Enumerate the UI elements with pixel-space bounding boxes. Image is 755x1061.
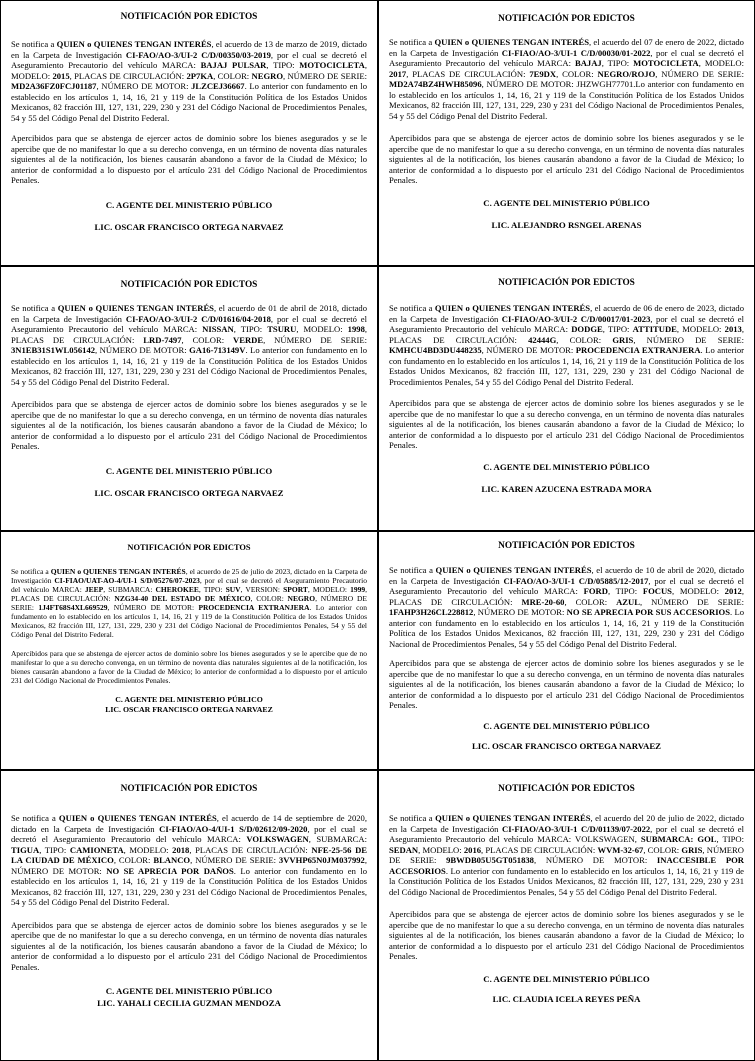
notice-body-run: , el acuerdo de 13 de marzo de 2019, dictado en la Carpeta de Investigación <box>11 39 367 60</box>
notice-body-run: Se notifica a <box>389 303 435 314</box>
notice-closing: Apercibidos para que se abstenga de ejercer actos de dominio sobre los bienes asegurados y se le apercibe que de no manifestar lo que a su derecho convenga, en un término de noventa días naturales siguientes al de la notificación, los bienes causarán abandono a favor de la Ciudad de México; lo anterior de conformidad a lo dispuesto por el artículo 231 del Código Nacional de Procedimientos Penales. <box>389 133 744 186</box>
notice-body-run: , VERSION: <box>240 585 284 595</box>
notice-body-run: , NÚMERO DE SERIE: <box>263 334 367 345</box>
notice-body-run: , MODELO: <box>418 844 464 855</box>
notice-body <box>389 813 744 897</box>
notice-body-bold-run: AZUL <box>616 596 640 607</box>
notice-body-bold-run: DODGE <box>571 324 603 335</box>
notice-body-run: , MODELO: <box>123 844 173 855</box>
notice-office: C. AGENTE DEL MINISTERIO PÚBLICO <box>105 986 273 997</box>
notice-body-run: , MODELO: <box>698 58 744 69</box>
notice-body-bold-run: 2P7KA <box>186 70 214 81</box>
notice-body-bold-run: TIGUA <box>11 844 40 855</box>
notice-office: C. AGENTE DEL MINISTERIO PÚBLICO <box>483 461 650 472</box>
notice-body-run: , PLACAS DE CIRCULACIÓN: <box>69 70 187 81</box>
notice-body-bold-run: WVM-32-67 <box>597 844 644 855</box>
notice-body-run: , por el cual se decretó el Aseguramiento Precautorio del vehículo MARCA: <box>389 575 744 597</box>
notice-4 <box>378 266 755 531</box>
notice-body-bold-run: SUBMARCA: GOL <box>640 834 717 845</box>
notice-body-run: , NÚMERO DE SERIE: <box>389 844 744 866</box>
notice-body-run: , COLOR: <box>556 68 598 79</box>
notice-title: NOTIFICACIÓN POR EDICTOS <box>127 543 251 552</box>
notice-body-run: , NÚMERO DE MOTOR: <box>95 345 190 356</box>
notice-title: NOTIFICACIÓN POR EDICTOS <box>498 14 635 24</box>
notice-body-bold-run: VERDE <box>233 334 264 345</box>
notice-body-run: Se notifica a <box>389 37 435 48</box>
notice-body-bold-run: JLZCEJ36667 <box>191 81 245 92</box>
notice-closing: Apercibidos para que se abstenga de ejercer actos de dominio sobre los bienes asegurados y se le apercibe que de no manifestar lo que a su derecho convenga, en un término de noventa días naturales siguientes al de la notificación, los bienes causarán abandono a favor de la Ciudad de México; lo anterior de conformidad a lo dispuesto por el artículo 231 del Código Nacional de Procedimientos Penales. <box>11 919 367 972</box>
notice-body-run: , COLOR: <box>556 334 613 345</box>
notice-body-run: , por el cual se decretó el Aseguramiento Precautorio del vehículo MARCA: VOLKSWAGEN, <box>389 823 744 845</box>
notice-body-bold-run: TSURU <box>267 324 297 335</box>
notice-body-run: , COLOR: <box>250 594 288 604</box>
notice-body-bold-run: SEDAN <box>389 844 419 855</box>
notice-body-run: Se notifica a <box>389 565 436 576</box>
notice-office: C. AGENTE DEL MINISTERIO PÚBLICO <box>483 973 650 984</box>
notice-body-run: , NÚMERO DE MOTOR: JHZWGH77701.Lo anterior con fundamento en lo establecido en los artículos 1, 14, 16, 21 y 119 de la Constitución Política de los Estados Unidos Mexicanos, 82 fracción III, 127, 131, 229, 230 y 231 del Código Nacional de Procedimientos Penales, 54 y 55 del Código Penal del Distrito Federal. <box>389 79 744 121</box>
notice-body-run: , PLACAS DE CIRCULACIÓN: <box>189 844 312 855</box>
notice-body-run: , el acuerdo de 10 de abril de 2020, dictado en la Carpeta de Investigación <box>389 565 744 586</box>
notice-signer: LIC. KAREN AZUCENA ESTRADA MORA <box>481 484 652 495</box>
notice-body-bold-run: 42444G <box>528 334 557 345</box>
notice-body-run: , por el cual se decretó el Aseguramiento Precautorio del vehículo MARCA: <box>11 49 367 71</box>
notice-body-run: , NÚMERO DE SERIE: <box>639 596 744 607</box>
notice-body-bold-run: CI-FIAO/AO-3/UI-1 C/D/01139/07-2022 <box>502 823 651 834</box>
notice-body-bold-run: BAJAJ PULSAR <box>200 60 267 71</box>
notice-body-run: , NÚMERO DE MOTOR: <box>481 345 576 356</box>
notice-body-bold-run: FORD <box>583 586 608 597</box>
notice-body-run: , TIPO: <box>601 58 634 69</box>
notice-body-run: , PLACAS DE CIRCULACIÓN: <box>406 68 530 79</box>
notice-body-run: , NÚMERO DE MOTOR: <box>11 855 368 876</box>
notice-body-bold-run: PROCEDENCIA EXTRANJERA <box>198 603 310 613</box>
notice-body-bold-run: NO SE APRECIA POR DAÑOS <box>106 865 234 876</box>
notice-body-bold-run: QUIEN o QUIENES TENGAN INTERÉS <box>435 813 591 824</box>
notice-body-run: , SUBMARCA: <box>308 834 367 845</box>
notice-body-run: , NÚMERO DE MOTOR: <box>533 855 657 866</box>
notice-body-bold-run: NFE-25-56 DE LA CIUDAD DE MÉXICO <box>11 844 368 866</box>
notice-body-bold-run: CAMIONETA <box>69 844 124 855</box>
notice-body-run: . Lo anterior con fundamento en lo establecido en los artículos 1, 14, 16, 21 y 119 de la Constitución Política de los Estados Unidos Mexicanos, 82 fracción III, 127, 131, 229, 230 y 231 del Código Nacional de Procedimientos Penales, 54 y 55 del Código Penal del Distrito Federal. <box>11 603 367 640</box>
notice-body-run: , MODELO: <box>296 324 348 335</box>
notice-body-bold-run: 1999 <box>350 585 366 595</box>
notice-body-run: , por el cual se decretó el Aseguramiento Precautorio del vehículo MARCA: <box>11 823 367 845</box>
notice-body-bold-run: NISSAN <box>202 324 234 335</box>
notice-1 <box>0 0 378 266</box>
notice-body-bold-run: GRIS <box>612 334 634 345</box>
notice-body-bold-run: 3N1EB31S1WL056142 <box>11 345 96 356</box>
notice-body-run: , NÚMERO DE MOTOR: <box>473 607 567 618</box>
notice-body-bold-run: QUIEN o QUIENES TENGAN INTERÉS <box>435 565 592 576</box>
notice-body-bold-run: 1J4FT68S4XL669529 <box>38 603 108 613</box>
notice-body-run: , NÚMERO DE SERIE: <box>11 594 367 613</box>
notice-2 <box>378 0 755 266</box>
notice-body-bold-run: INACCESIBLE POR ACCESORIOS <box>389 855 744 876</box>
notice-body-bold-run: 2013 <box>724 324 742 335</box>
notice-signer: LIC. OSCAR FRANCISCO ORTEGA NARVAEZ <box>94 222 284 233</box>
notice-body-bold-run: QUIEN o QUIENES TENGAN INTERÉS <box>434 37 590 48</box>
notice-body-bold-run: CI-FAO/AO-3/UI-2 C/D/01616/04-2018 <box>125 313 271 324</box>
notice-body <box>11 39 367 123</box>
notice-body-bold-run: CHEROKEE <box>155 585 199 595</box>
notice-body-run: . Lo anterior con fundamento en lo establecido en los artículos 1, 14, 16, 21 y 119 de la Constitución Política de los Estados Unidos Mexicanos, 82 fracción III, 127, 131, 229, 230 y 231 del Código Nacional de Procedimientos Penales, 54 y 55 del Código Penal del Distrito Federal. <box>11 865 367 908</box>
notice-body-run: , NÚMERO DE MOTOR: <box>107 603 199 613</box>
notice-body-run: . Lo anterior con fundamento en lo establecido en los artículos 1, 14, 16, 21 y 119 de la Constitución Política de los Estados Unidos Mexicanos, 82 fracción III, 127, 131, 229, 230 y 231 del Código Nacional de Procedimientos Penales, 54 y 55 del Código Penal del Distrito Federal. <box>389 607 745 649</box>
notice-body-bold-run: 9BWDB05U5GT051838 <box>446 855 534 866</box>
notice-body-run: , NÚMERO DE SERIE: <box>633 334 744 345</box>
notice-body-run: , PLACAS DE CIRCULACIÓN: <box>481 844 598 855</box>
notice-signer: LIC. CLAUDIA ICELA REYES PEÑA <box>492 994 641 1005</box>
notice-body-bold-run: MD2A36FZ0FCJ01187 <box>11 81 97 92</box>
notice-body-run: , NÚMERO DE SERIE: <box>655 68 744 79</box>
notice-title: NOTIFICACIÓN POR EDICTOS <box>498 541 635 551</box>
notice-6 <box>378 531 755 770</box>
notice-body-run: , por el cual se decretó el Aseguramiento Precautorio del vehículo MARCA: <box>389 47 744 69</box>
notice-body-run: . Lo anterior con fundamento en lo establecido en los artículos 1, 14, 16, 21 y 119 de la Constitución Política de los Estados Unidos Mexicanos, 82 fracción III, 127, 131, 229, 230 y 231 del Código Nacional de Procedimientos Penales, 54 y 55 del Código Penal del Distrito Federal. <box>389 345 744 387</box>
notice-closing: Apercibidos para que se abstenga de ejercer actos de dominio sobre los bienes asegurados y se le apercibe que de no manifestar lo que a su derecho convenga, en un término de noventa días naturales siguientes al de la notificación, los bienes causarán abandono a favor de la Ciudad de México; lo anterior de conformidad a lo dispuesto por el artículo 231 del Código Nacional de Procedimientos Penales. <box>11 133 367 186</box>
notice-body-run: . Lo anterior con fundamento en lo establecido en los artículos 1, 14, 16, 21 y 119 de la Constitución Política de los Estados Unidos Mexicanos, 82 fracción III, 127, 131, 229, 230 y 231 del Código Nacional de Procedimientos Penales, 54 y 55 del Código Penal del Distrito Federal. <box>389 865 744 897</box>
notice-body-bold-run: CI-FIAO/AO-4/UI-1 S/D/02612/09-2020 <box>159 823 308 834</box>
notice-body-run: , PLACAS DE CIRCULACIÓN: <box>11 324 368 345</box>
notice-office: C. AGENTE DEL MINISTERIO PÚBLICO <box>105 199 273 210</box>
notice-body-bold-run: MOTOCICLETA <box>299 60 365 71</box>
notice-3 <box>0 266 378 531</box>
notice-7 <box>0 770 378 1061</box>
notice-body-bold-run: 7E9DX <box>529 68 557 79</box>
notice-body-run: , el acuerdo de 06 de enero de 2023, dictado en la Carpeta de Investigación <box>389 303 745 324</box>
notice-body <box>389 565 744 649</box>
notice-office: C. AGENTE DEL MINISTERIO PÚBLICO <box>483 720 650 731</box>
notice-8 <box>378 770 755 1061</box>
notice-body-bold-run: MRE-20-60 <box>521 596 565 607</box>
notice-body-run: . Lo anterior con fundamento en lo establecido en los artículos 1, 14, 16, 21 y 119 de la Constitución Política de los Estados Unidos Mexicanos, 82 fracción III, 127, 131, 229, 230 y 231 del Código Nacional de Procedimientos Penales, 54 y 55 del Código Penal del Distrito Federal. <box>11 81 367 123</box>
notice-body-bold-run: SUV <box>225 585 241 595</box>
notice-body-bold-run: GA16-713149V <box>189 345 246 356</box>
notice-body-run: , SUBMARCA: <box>103 585 156 595</box>
notice-body-run: , COLOR: <box>643 844 682 855</box>
notice-closing: Apercibidos para que se abstenga de ejercer actos de dominio sobre los bienes asegurados y se le apercibe que de no manifestar lo que a su derecho convenga, en un término de noventa días naturales siguientes al de la notificación, los bienes causarán abandono a favor de la Ciudad de México; lo anterior de conformidad a lo dispuesto por el artículo 231 del Código Nacional de Procedimientos Penales. <box>389 909 744 962</box>
notice-body-bold-run: BLANCO <box>153 855 191 866</box>
notice-body-bold-run: CI-FIAO/AO-3/UI-1 C/D/00030/01-2022 <box>501 47 651 58</box>
notice-body-run: , NÚMERO DE SERIE: <box>190 855 279 866</box>
notice-body-run: , TIPO: <box>198 585 226 595</box>
notice-office: C. AGENTE DEL MINISTERIO PÚBLICO <box>115 695 263 705</box>
notice-body <box>11 303 367 387</box>
notice-body-run: , PLACAS DE CIRCULACIÓN: <box>11 585 367 604</box>
notice-body-run: , MODELO: <box>671 586 725 597</box>
notice-body-bold-run: QUIEN o QUIENES TENGAN INTERÉS <box>434 303 591 314</box>
notice-body-bold-run: 1FAHP3H26CL228812 <box>389 607 474 618</box>
notice-body-bold-run: SPORT <box>283 585 308 595</box>
notice-body-run: Se notifica a <box>11 39 57 50</box>
notice-office: C. AGENTE DEL MINISTERIO PÚBLICO <box>105 465 273 476</box>
notice-body-bold-run: MOTOCICLETA <box>633 58 699 69</box>
notice-body-bold-run: 2017 <box>389 68 407 79</box>
notice-body-run: , MODELO: <box>676 324 725 335</box>
notice-body-bold-run: 3VVHP65N0JM037992 <box>278 855 365 866</box>
notice-title: NOTIFICACIÓN POR EDICTOS <box>120 784 258 794</box>
notice-body-run: , TIPO: <box>716 834 744 845</box>
notice-closing: Apercibidos para que se abstenga de ejercer actos de dominio sobre los bienes asegurados y se le apercibe que de no manifestar lo que a su derecho convenga, en un término de noventa días naturales siguientes al de la notificación, los bienes causarán abandono a favor de la Ciudad de México; lo anterior de conformidad a lo dispuesto por el artículo 231 del Código Nacional de Procedimientos Penales. <box>11 399 367 452</box>
notice-body-run: Se notifica a <box>389 813 436 824</box>
notice-body-run: , por el cual se decretó el Aseguramiento Precautorio del vehículo MARCA: <box>11 576 368 595</box>
notice-closing: Apercibidos para que se abstenga de ejercer actos de dominio sobre los bienes asegurados y se le apercibe que de no manifestar lo que a su derecho convenga, en un término de noventa días naturales siguientes al de la notificación, los bienes causarán abandono a favor de la Ciudad de México; lo anterior de conformidad a lo dispuesto por el artículo 231 del Código Nacional de Procedimientos Penales. <box>389 398 744 451</box>
notice-signer: LIC. YAHALI CECILIA GUZMAN MENDOZA <box>97 997 281 1008</box>
notice-body <box>389 303 744 387</box>
notice-signer: LIC. OSCAR FRANCISCO ORTEGA NARVAEZ <box>105 705 273 715</box>
notice-body-run: , COLOR: <box>213 70 252 81</box>
notice-body-run: , NÚMERO DE MOTOR: <box>96 81 192 92</box>
notice-body-run: , el acuerdo de 14 de septiembre de 2020, dictado en la Carpeta de Investigación <box>11 813 367 834</box>
notice-body-bold-run: VOLKSWAGEN <box>246 834 309 845</box>
notice-body-bold-run: PROCEDENCIA EXTRANJERA <box>575 345 701 356</box>
notice-body-bold-run: NEGRO <box>287 594 316 604</box>
notice-body-bold-run: GRIS <box>681 844 703 855</box>
notice-office: C. AGENTE DEL MINISTERIO PÚBLICO <box>483 197 650 208</box>
notice-body-run: , el acuerdo de 25 de julio de 2023, dictado en la Carpeta de Investigación <box>11 567 367 586</box>
notice-body <box>389 37 744 121</box>
notice-body-bold-run: 2012 <box>724 586 742 597</box>
notice-body-run: , por el cual se decretó el Aseguramiento Precautorio del vehículo MARCA: <box>389 313 744 335</box>
notice-title: NOTIFICACIÓN POR EDICTOS <box>120 280 258 290</box>
notice-body-run: , COLOR: <box>113 855 154 866</box>
notice-body-run: , por el cual se decretó el Aseguramiento Precautorio del vehículo MARCA: <box>11 313 367 335</box>
notice-body-bold-run: KMHCU4BD3DU448235 <box>389 345 482 356</box>
notice-body-bold-run: QUIEN o QUIENES TENGAN INTERÉS <box>58 813 217 824</box>
notice-body-bold-run: LRD-7497 <box>143 334 182 345</box>
notice-signer: LIC. ALEJANDRO RSNGEL ARENAS <box>491 220 642 231</box>
notice-body-run: , TIPO: <box>602 324 633 335</box>
notice-body-run: , TIPO: <box>607 586 643 597</box>
notice-body-run: , el acuerdo del 07 de enero de 2022, dictado en la Carpeta de Investigación <box>389 37 744 58</box>
notice-body-bold-run: QUIEN o QUIENES TENGAN INTERÉS <box>56 39 212 50</box>
notice-body-run: Se notifica a <box>11 303 58 314</box>
notice-body-run: , TIPO: <box>266 60 300 71</box>
notice-body-bold-run: CI-FIAO/AO-3/UI-2 C/D/00017/01-2023 <box>501 313 651 324</box>
notice-body-bold-run: NEGRO/ROJO <box>597 68 656 79</box>
notice-body-run: , el acuerdo de 01 de abril de 2018, dictado en la Carpeta de Investigación <box>11 303 367 324</box>
notice-body-bold-run: MD2A74BZ4HWH85096 <box>389 79 482 90</box>
notice-title: NOTIFICACIÓN POR EDICTOS <box>498 278 635 288</box>
notice-body-run: , PLACAS DE CIRCULACIÓN: <box>389 324 744 345</box>
notice-body-run: , el acuerdo del 20 de julio de 2022, dictado en la Carpeta de Investigación <box>389 813 744 834</box>
notice-body-bold-run: CI-FAO/AO-3/UI-1 C/D/05885/12-2017 <box>503 575 649 586</box>
notice-body-bold-run: 2016 <box>463 844 482 855</box>
notice-body-run: . Lo anterior con fundamento en lo establecido en los artículos 1, 14, 16, 21 y 119 de la Constitución Política de los Estados Unidos Mexicanos, 82 fracción III, 127, 131, 229, 230 y 231 del Código Nacional de Procedimientos Penales, 54 y 55 del Código Penal del Distrito Federal. <box>11 345 367 387</box>
notice-body-bold-run: 2018 <box>172 844 190 855</box>
notice-body-bold-run: ATTITUDE <box>632 324 677 335</box>
notice-body-run: , MODELO: <box>11 60 367 81</box>
notice-body-bold-run: QUIEN o QUIENES TENGAN INTERÉS <box>50 567 186 577</box>
notice-closing: Apercibidos para que se abstenga de ejercer actos de dominio sobre los bienes asegurados y se le apercibe que de no manifestar lo que a su derecho convenga, en un término de noventa días naturales siguientes al de la notificación, los bienes causarán abandono a favor de la Ciudad de México; lo anterior de conformidad a lo dispuesto por el artículo 231 del Código Nacional de Procedimientos Penales. <box>11 649 367 686</box>
notice-body-run: , PLACAS DE CIRCULACIÓN: <box>389 586 744 607</box>
notice-body-run: , COLOR: <box>181 334 234 345</box>
notice-body-bold-run: 2015 <box>52 70 70 81</box>
notice-body-run: , COLOR: <box>564 596 617 607</box>
notice-body-bold-run: 1998 <box>347 324 365 335</box>
notice-body-bold-run: FOCUS <box>642 586 672 597</box>
notice-body-run: Se notifica a <box>11 567 51 577</box>
notice-body-run: Se notifica a <box>11 813 59 824</box>
notice-body-bold-run: CI-FIAO/UAT-AO-4/UI-1 S/D/05276/07-2023 <box>54 576 200 586</box>
notice-body-run: , TIPO: <box>39 844 70 855</box>
notice-body-bold-run: NO SE APRECIA POR SUS ACCESORIOS <box>566 607 731 618</box>
notice-body-bold-run: CI-FAO/AO-3/UI-2 C/D/00350/03-2019 <box>125 49 271 60</box>
notice-body-bold-run: NZG34-40 DEL ESTADO DE MÉXICO <box>114 594 251 604</box>
notice-signer: LIC. OSCAR FRANCISCO ORTEGA NARVAEZ <box>471 741 662 752</box>
notice-body-run: , MODELO: <box>307 585 351 595</box>
notice-signer: LIC. OSCAR FRANCISCO ORTEGA NARVAEZ <box>94 488 284 499</box>
notice-body-bold-run: JEEP <box>84 585 104 595</box>
notice-body-run: , NÚMERO DE SERIE: <box>283 70 368 81</box>
notice-body-bold-run: NEGRO <box>251 70 284 81</box>
notice-body-bold-run: QUIEN o QUIENES TENGAN INTERÉS <box>57 303 214 314</box>
notice-body <box>11 567 367 639</box>
notice-body-run: , TIPO: <box>233 324 268 335</box>
notice-body <box>11 813 367 907</box>
notice-title: NOTIFICACIÓN POR EDICTOS <box>498 784 635 794</box>
notice-5 <box>0 531 378 770</box>
notice-body-bold-run: BAJAJ <box>574 58 602 69</box>
notice-closing: Apercibidos para que se abstenga de ejercer actos de dominio sobre los bienes asegurados y se le apercibe que de no manifestar lo que a su derecho convenga, en un término de noventa días naturales siguientes al de la notificación, los bienes causarán abandono a favor de la Ciudad de México; lo anterior de conformidad a lo dispuesto por el artículo 231 del Código Nacional de Procedimientos Penales. <box>389 658 744 711</box>
notice-title: NOTIFICACIÓN POR EDICTOS <box>120 12 258 22</box>
